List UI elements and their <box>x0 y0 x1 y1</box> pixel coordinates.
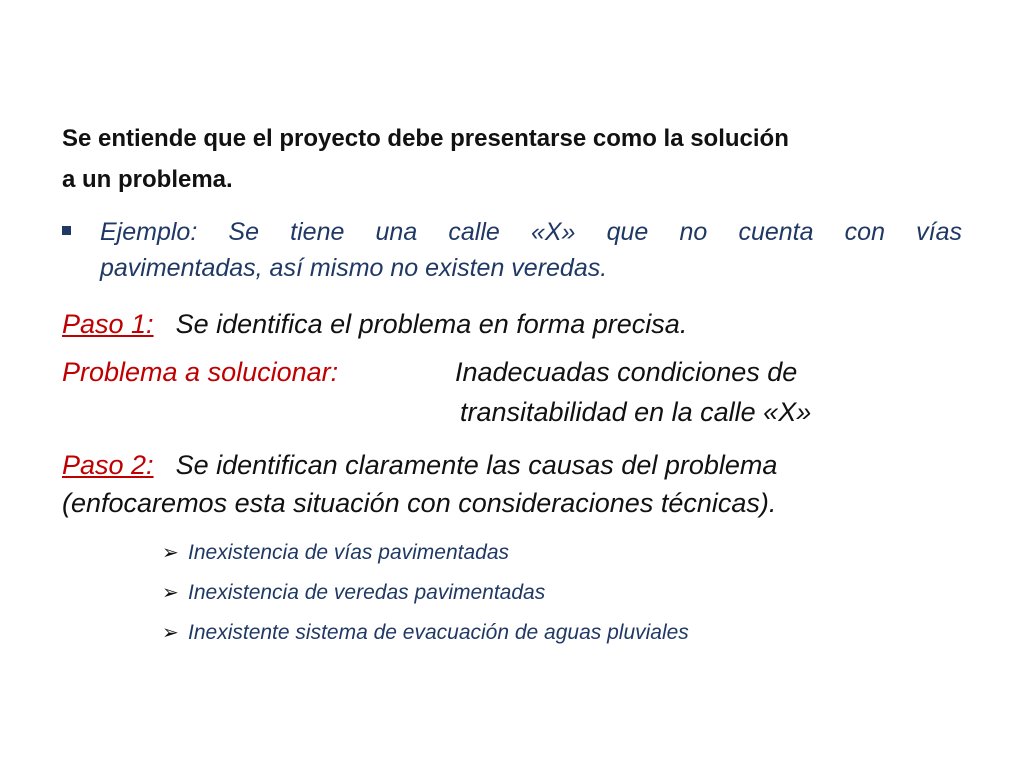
cause-text: Inexistencia de veredas pavimentadas <box>188 581 546 604</box>
example-line-1: Ejemplo: Se tiene una calle «X» que no cuenta con vías <box>100 218 962 246</box>
step-2-text-line-2: (enfocaremos esta situación con consideraciones técnicas). <box>62 488 777 518</box>
square-bullet-icon <box>62 226 71 235</box>
intro-paragraph <box>62 118 962 200</box>
intro-line-1: Se entiende que el proyecto debe presentarse como la solución <box>62 125 789 152</box>
list-item <box>162 613 689 653</box>
list-item <box>162 533 689 573</box>
problem-value-line-1: Inadecuadas condiciones de <box>455 357 798 387</box>
example-bullet <box>62 214 962 286</box>
arrowhead-bullet-icon: ➢ <box>162 622 179 644</box>
step-2-line <box>62 447 777 483</box>
step-2-label: Paso 2: <box>62 450 154 480</box>
problem-label: Problema a solucionar: <box>62 357 339 387</box>
arrowhead-bullet-icon: ➢ <box>162 582 179 604</box>
problem-line <box>62 354 338 390</box>
arrowhead-bullet-icon: ➢ <box>162 542 179 564</box>
problem-value-line-2: transitabilidad en la calle «X» <box>460 397 812 427</box>
step-1-label: Paso 1: <box>62 309 154 339</box>
cause-text: Inexistencia de vías pavimentadas <box>188 541 510 564</box>
intro-line-2: a un problema. <box>62 166 233 193</box>
causes-list <box>162 533 689 653</box>
cause-text: Inexistente sistema de evacuación de aguas pluviales <box>188 621 689 644</box>
step-1-line <box>62 306 687 342</box>
step-1-text: Se identifica el problema en forma precisa. <box>175 309 688 339</box>
step-2-text-line-1: Se identifican claramente las causas del problema <box>175 450 778 480</box>
example-line-2: pavimentadas, así mismo no existen veredas. <box>100 254 608 282</box>
list-item <box>162 573 689 613</box>
